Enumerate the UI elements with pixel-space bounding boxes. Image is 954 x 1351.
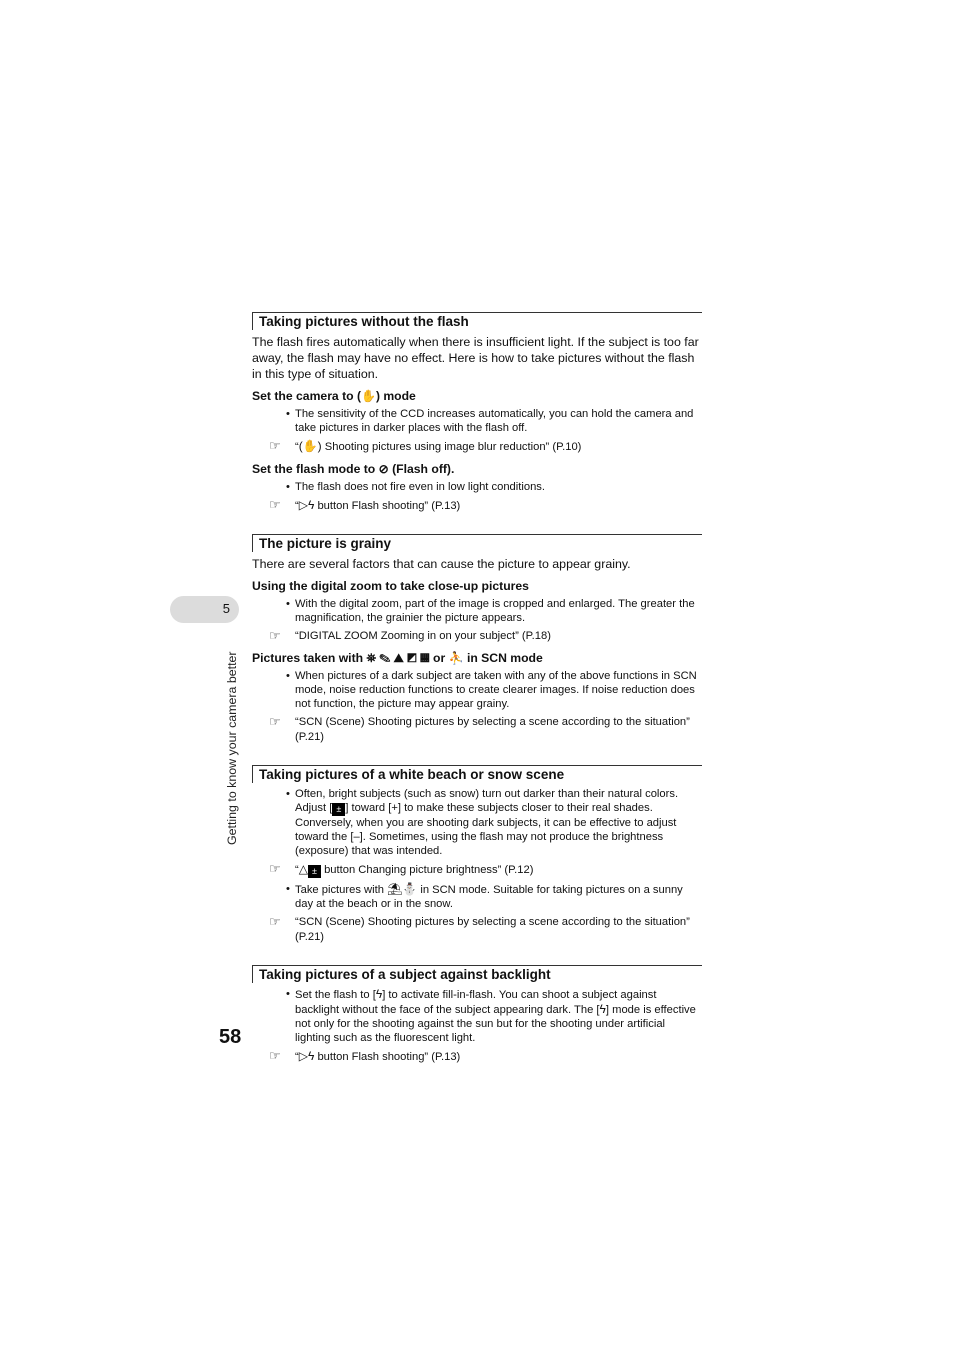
pointing-hand-icon: ☞: [269, 714, 281, 729]
section-intro: There are several factors that can cause the picture to appear grainy.: [252, 557, 631, 571]
page-content: [252, 312, 702, 1085]
pointing-hand-icon: ☞: [269, 861, 281, 876]
flash-icon: ϟ: [599, 1002, 606, 1016]
chapter-tab: [170, 596, 239, 623]
exposure-compensation-icon: ±: [332, 803, 345, 816]
chapter-label: Getting to know your camera better: [225, 651, 239, 845]
bullet-item: • With the digital zoom, part of the image is cropped and enlarged. The greater the magnification, the grainier the picture appears.: [252, 597, 702, 625]
chapter-number: 5: [222, 601, 230, 616]
flash-icon: ϟ: [375, 987, 383, 1001]
pointing-hand-icon: ☞: [269, 438, 281, 453]
blur-reduction-icon: (✋): [298, 439, 322, 453]
section-title: The picture is grainy: [252, 534, 702, 552]
section-title: Taking pictures without the flash: [252, 312, 702, 330]
page-number: 58: [219, 1026, 242, 1048]
bullet-item: • When pictures of a dark subject are taken with any of the above functions in SCN mode, noise reduction functions to create clearer images. If noise reduction does not function, the picture may appear grainy.: [252, 669, 702, 711]
section-intro: The flash fires automatically when there is insufficient light. If the subject is too far away, the flash may have no effect. Here is how to take pictures without the flash in this type of situation.: [252, 335, 699, 381]
pointing-hand-icon: ☞: [269, 914, 281, 929]
bullet-item: • The sensitivity of the CCD increases automatically, you can hold the camera and take pictures in darker places with the flash off.: [252, 407, 702, 435]
reference-link: ☞ “(✋) Shooting pictures using image blur reduction” (P.10): [269, 438, 582, 453]
subheading: Pictures taken with ⛯ ✎ ⛰ ◩ ▦ or ⛹ in SCN mode: [252, 651, 543, 665]
reference-link: ☞ “DIGITAL ZOOM Zooming in on your subject” (P.18): [269, 628, 551, 643]
bullet-item: • The flash does not fire even in low light conditions.: [252, 480, 702, 494]
pointing-hand-icon: ☞: [269, 628, 281, 643]
play-flash-button-icon: ▷ϟ: [298, 1049, 315, 1063]
exposure-compensation-icon: ±: [308, 865, 321, 878]
play-flash-button-icon: ▷ϟ: [298, 498, 315, 512]
reference-link: ☞ “▷ϟ button Flash shooting” (P.13): [269, 1048, 461, 1063]
section-grainy: [252, 534, 702, 745]
subheading: Set the camera to (✋) mode: [252, 389, 416, 403]
reference-link: ☞ “▷ϟ button Flash shooting” (P.13): [269, 497, 461, 512]
bullet-item: • Take pictures with ⛱⛄ in SCN mode. Suitable for taking pictures on a sunny day at the beach or in the snow.: [252, 882, 702, 911]
section-title: Taking pictures of a white beach or snow scene: [252, 765, 702, 783]
section-beach-snow: [252, 765, 702, 945]
section-title: Taking pictures of a subject against backlight: [252, 965, 702, 983]
section-backlight: [252, 965, 702, 1065]
subheading: Using the digital zoom to take close-up pictures: [252, 579, 529, 593]
pointing-hand-icon: ☞: [269, 1048, 281, 1063]
flash-off-icon: ⊘: [378, 462, 389, 476]
up-arrow-icon: △: [298, 862, 308, 876]
pointing-hand-icon: ☞: [269, 497, 281, 512]
section-no-flash: [252, 312, 702, 514]
bullet-item: • Set the flash to [ϟ] to activate fill-in-flash. You can shoot a subject against backlight without the face of the subject appearing dark. The [ϟ] mode is effective not only for the shooting against the sun but for the shooting under artificial lighting such as the fluorescent light.: [252, 987, 702, 1045]
reference-link: ☞ “SCN (Scene) Shooting pictures by selecting a scene according to the situation” (P.21): [269, 714, 690, 743]
blur-reduction-icon: (✋): [357, 389, 380, 403]
reference-link: ☞ “△ ± button Changing picture brightness” (P.12): [269, 861, 534, 876]
scene-modes-icon: ⛯ ✎ ⛰ ◩ ▦: [366, 651, 430, 665]
scene-mode-icon: ⛹: [448, 651, 464, 665]
bullet-item: • Often, bright subjects (such as snow) turn out darker than their natural colors. Adjust [ ± ] toward [+] to make these subjects closer to their real shades. Conversely, when you are shooting dark subjects, it can be effective to adjust toward the [–]. Sometimes, using the flash may not produce the brightness (exposure) that was intended.: [252, 787, 702, 858]
subheading: Set the flash mode to ⊘ (Flash off).: [252, 462, 455, 476]
beach-snow-icon: ⛱⛄: [387, 882, 418, 896]
reference-link: ☞ “SCN (Scene) Shooting pictures by selecting a scene according to the situation” (P.21): [269, 914, 690, 943]
